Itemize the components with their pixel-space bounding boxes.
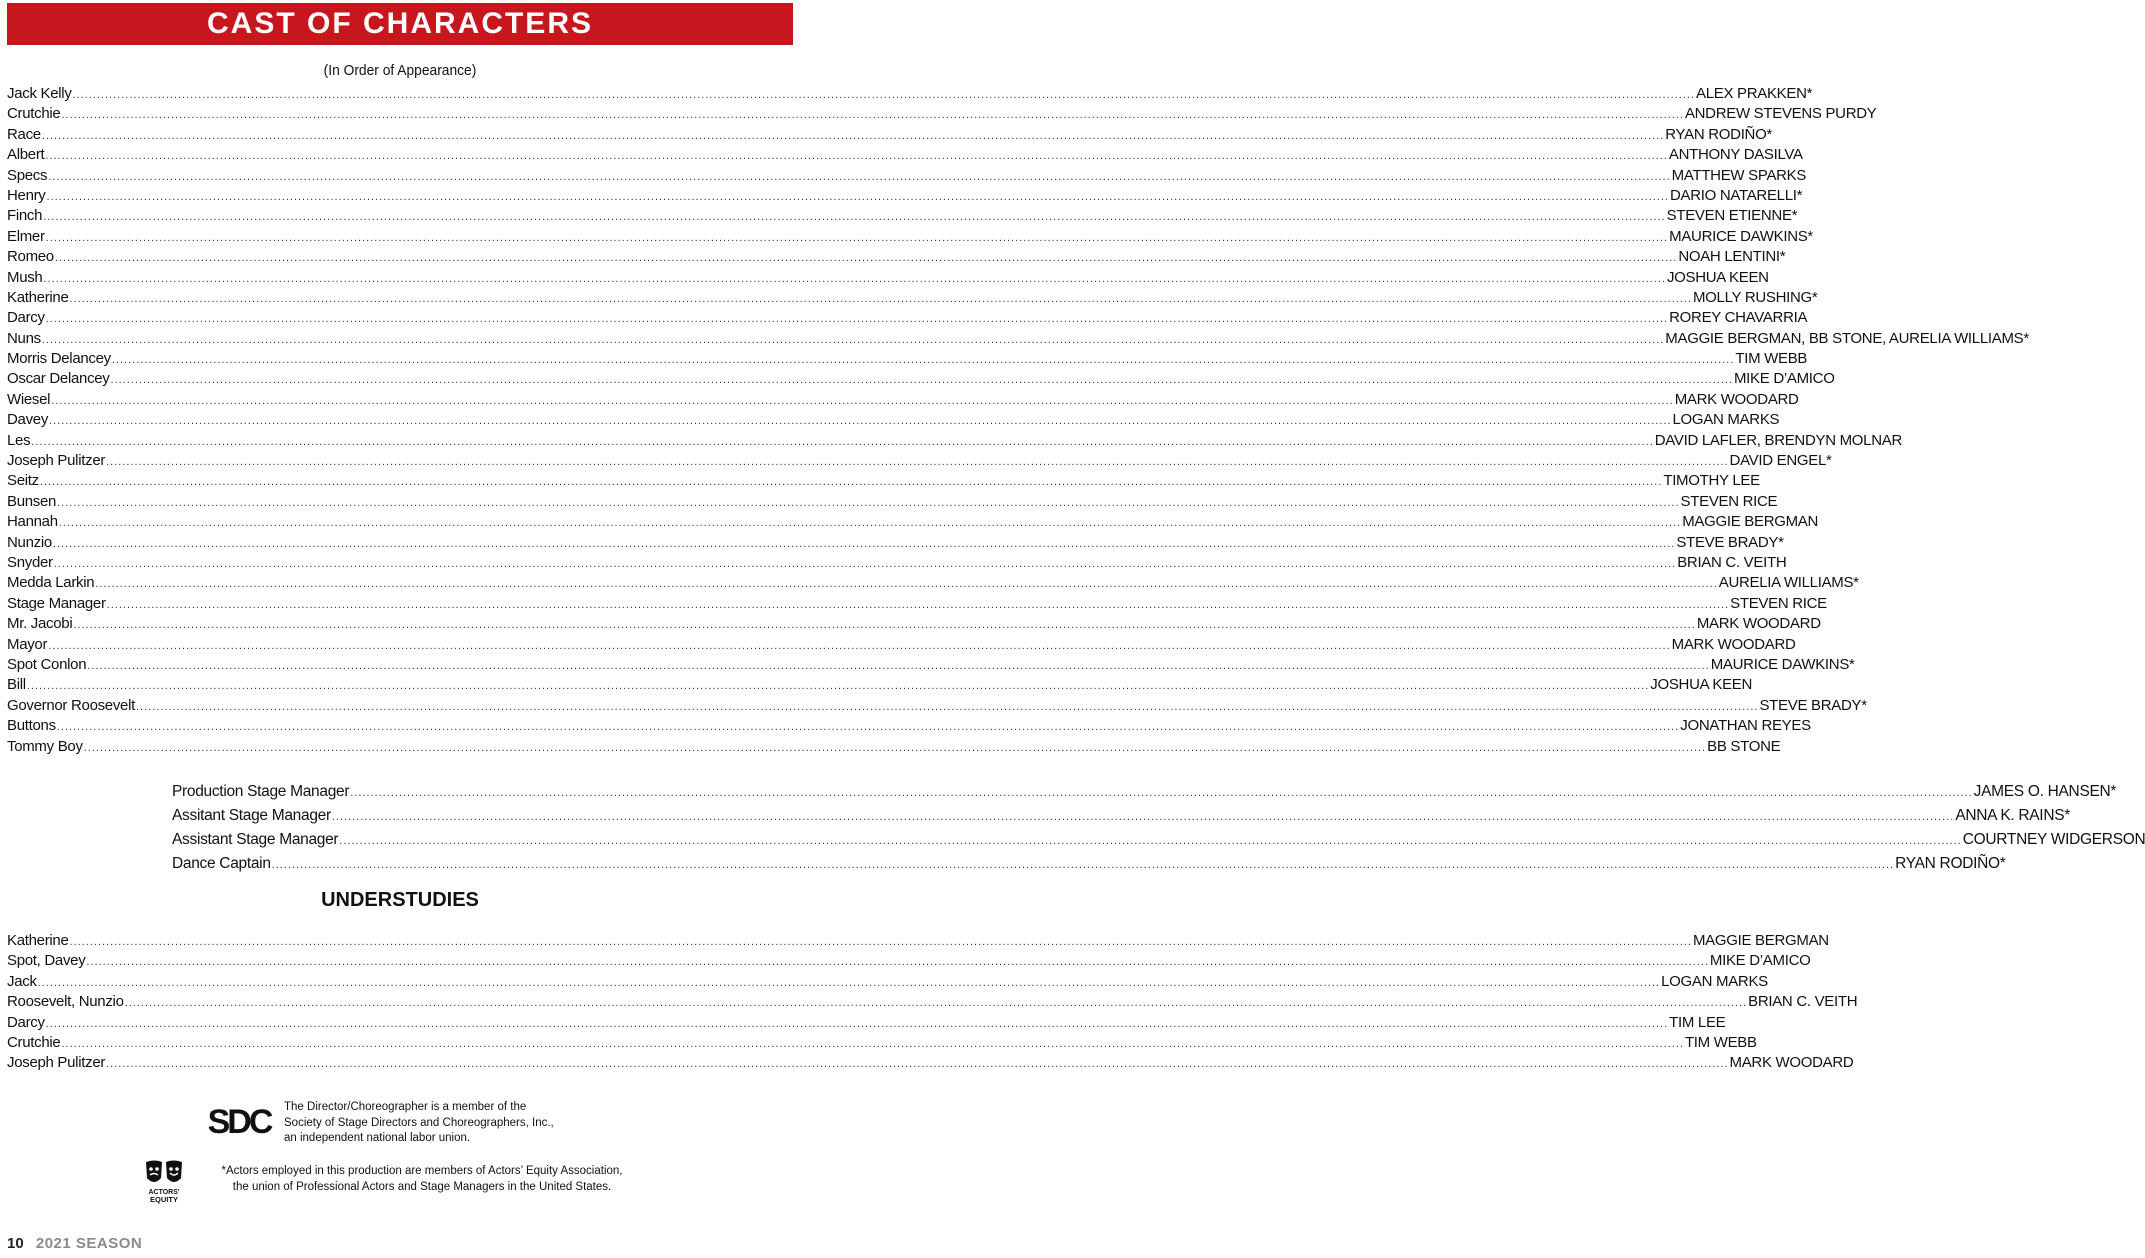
sdc-note-line: Society of Stage Directors and Choreographers, Inc., — [284, 1116, 554, 1129]
list-item — [172, 828, 2145, 852]
role-name: Nuns — [7, 329, 41, 347]
list-item — [7, 125, 1772, 145]
aea-note-line: the union of Professional Actors and Stage Managers in the United States. — [232, 1180, 612, 1193]
role-name: Oscar Delancey — [7, 370, 110, 388]
actor-name: STEVE BRADY* — [1676, 533, 1784, 551]
dot-leader: ................................................................................................................................................................................................................................................................................................................................................................................................................ — [124, 997, 1748, 1010]
role-name: Mush — [7, 268, 43, 286]
list-item — [7, 84, 1813, 104]
dot-leader: ................................................................................................................................................................................................................................................................................................................................................................................................................ — [57, 496, 1680, 509]
role-name: Wiesel — [7, 390, 51, 408]
dot-leader: ................................................................................................................................................................................................................................................................................................................................................................................................................ — [26, 680, 1650, 693]
list-item — [7, 166, 1807, 186]
list-item — [7, 145, 1803, 165]
list-item — [7, 992, 1858, 1012]
list-item — [7, 573, 1859, 593]
dot-leader: ................................................................................................................................................................................................................................................................................................................................................................................................................ — [53, 557, 1677, 570]
actor-name: TIM LEE — [1669, 1013, 1726, 1031]
actor-name: JAMES O. HANSEN* — [1973, 783, 2117, 800]
actor-name: STEVE BRADY* — [1759, 696, 1867, 714]
actor-name: MAGGIE BERGMAN — [1692, 932, 1829, 949]
actor-name: ANTHONY DASILVA — [1668, 146, 1803, 164]
staff-list — [172, 780, 2145, 876]
dot-leader: ................................................................................................................................................................................................................................................................................................................................................................................................................ — [86, 956, 1709, 969]
dot-leader: ................................................................................................................................................................................................................................................................................................................................................................................................................ — [136, 700, 1759, 713]
list-item — [7, 655, 1855, 675]
actor-name: STEVEN ETIENNE* — [1666, 207, 1798, 225]
list-item — [7, 349, 1808, 369]
role-name: Specs — [7, 166, 48, 184]
actor-name: STEVEN RICE — [1680, 492, 1778, 510]
dot-leader: ................................................................................................................................................................................................................................................................................................................................................................................................................ — [41, 333, 1665, 346]
list-item — [7, 1013, 1726, 1033]
dot-leader: ................................................................................................................................................................................................................................................................................................................................................................................................................ — [106, 598, 1730, 611]
role-name: Bill — [7, 676, 26, 694]
role-name: Les — [7, 431, 31, 449]
dot-leader: ................................................................................................................................................................................................................................................................................................................................................................................................................ — [49, 415, 1672, 428]
actor-name: BB STONE — [1707, 737, 1781, 755]
dot-leader: ................................................................................................................................................................................................................................................................................................................................................................................................................ — [69, 292, 1692, 305]
dot-leader: ................................................................................................................................................................................................................................................................................................................................................................................................................ — [43, 211, 1666, 224]
role-name: Mr. Jacobi — [7, 615, 73, 633]
dot-leader: ................................................................................................................................................................................................................................................................................................................................................................................................................ — [31, 435, 1654, 448]
role-name: Joseph Pulitzer — [7, 452, 106, 470]
actor-name: TIM WEBB — [1684, 1033, 1757, 1051]
dot-leader: ................................................................................................................................................................................................................................................................................................................................................................................................................ — [45, 313, 1669, 326]
season-label: 2021 SEASON — [35, 1235, 143, 1252]
actor-name: MARK WOODARD — [1674, 390, 1799, 408]
dot-leader: ................................................................................................................................................................................................................................................................................................................................................................................................................ — [73, 619, 1696, 632]
list-item — [7, 716, 1811, 736]
aea-logo-text: ACTORS' — [148, 1189, 180, 1196]
dot-leader: ................................................................................................................................................................................................................................................................................................................................................................................................................ — [83, 741, 1707, 754]
actor-name: LOGAN MARKS — [1661, 972, 1768, 990]
list-item — [7, 410, 1780, 430]
list-item — [7, 553, 1787, 573]
sdc-note — [284, 1100, 604, 1147]
role-name: Joseph Pulitzer — [7, 1054, 106, 1072]
role-name: Race — [7, 125, 41, 143]
dot-leader: ................................................................................................................................................................................................................................................................................................................................................................................................................ — [48, 639, 1671, 652]
role-name: Mayor — [7, 635, 48, 653]
list-item — [7, 972, 1768, 992]
actor-name: MARK WOODARD — [1729, 1054, 1854, 1072]
role-name: Assitant Stage Manager — [172, 807, 331, 824]
dot-leader: ................................................................................................................................................................................................................................................................................................................................................................................................................ — [46, 190, 1669, 203]
list-item — [7, 512, 1819, 532]
actor-name: MARK WOODARD — [1696, 615, 1821, 633]
sdc-logo-icon — [203, 1102, 275, 1140]
role-name: Katherine — [7, 288, 69, 306]
list-item — [7, 635, 1796, 655]
role-name: Dance Captain — [172, 855, 271, 872]
dot-leader: ................................................................................................................................................................................................................................................................................................................................................................................................................ — [48, 170, 1671, 183]
role-name: Spot Conlon — [7, 655, 87, 673]
role-name: Snyder — [7, 553, 53, 571]
role-name: Medda Larkin — [7, 574, 95, 592]
actor-name: COURTNEY WIDGERSON — [1962, 831, 2145, 848]
list-item — [7, 186, 1803, 206]
actor-name: DAVID ENGEL* — [1729, 452, 1832, 470]
role-name: Governor Roosevelt — [7, 696, 135, 714]
role-name: Seitz — [7, 472, 39, 490]
page-subtitle: (In Order of Appearance) — [323, 62, 477, 79]
list-item — [7, 696, 1867, 716]
role-name: Romeo — [7, 248, 54, 266]
list-item — [7, 1033, 1757, 1053]
aea-logo-text: EQUITY — [150, 1195, 178, 1204]
list-item — [7, 737, 1781, 757]
dot-leader: ................................................................................................................................................................................................................................................................................................................................................................................................................ — [54, 252, 1678, 265]
actor-name: MAURICE DAWKINS* — [1710, 655, 1855, 673]
dot-leader: ................................................................................................................................................................................................................................................................................................................................................................................................................ — [72, 89, 1695, 101]
actor-name: DARIO NATARELLI* — [1669, 186, 1803, 204]
actor-name: AURELIA WILLIAMS* — [1718, 574, 1859, 592]
role-name: Spot, Davey — [7, 952, 86, 970]
sdc-note-line: an independent national labor union. — [284, 1132, 471, 1144]
dot-leader: ................................................................................................................................................................................................................................................................................................................................................................................................................ — [110, 374, 1733, 387]
actor-name: BRIAN C. VEITH — [1677, 553, 1787, 571]
list-item — [7, 675, 1753, 695]
dot-leader: ................................................................................................................................................................................................................................................................................................................................................................................................................ — [45, 1017, 1669, 1030]
sdc-note-line: The Director/Choreographer is a member of the — [284, 1101, 527, 1113]
list-item — [7, 471, 1760, 491]
actor-name: ANDREW STEVENS PURDY — [1684, 105, 1877, 123]
actor-name: ANNA K. RAINS* — [1955, 807, 2070, 824]
actor-name: JONATHAN REYES — [1680, 717, 1811, 735]
actor-name: BRIAN C. VEITH — [1748, 993, 1858, 1011]
list-item — [7, 431, 1902, 451]
dot-leader: ................................................................................................................................................................................................................................................................................................................................................................................................................ — [106, 456, 1729, 469]
role-name: Tommy Boy — [7, 737, 83, 755]
role-name: Darcy — [7, 309, 45, 327]
actor-name: LOGAN MARKS — [1672, 411, 1780, 429]
aea-note — [192, 1164, 652, 1195]
role-name: Crutchie — [7, 105, 61, 123]
list-item — [7, 288, 1818, 308]
role-name: Jack — [7, 972, 37, 990]
dot-leader: ................................................................................................................................................................................................................................................................................................................................................................................................................ — [331, 811, 1955, 823]
list-item — [7, 951, 1811, 971]
list-item — [7, 329, 2029, 349]
role-name: Darcy — [7, 1013, 45, 1031]
role-name: Morris Delancey — [7, 350, 111, 368]
dot-leader: ................................................................................................................................................................................................................................................................................................................................................................................................................ — [87, 659, 1710, 672]
dot-leader: ................................................................................................................................................................................................................................................................................................................................................................................................................ — [41, 129, 1665, 142]
list-item — [7, 1053, 1854, 1073]
dot-leader: ................................................................................................................................................................................................................................................................................................................................................................................................................ — [58, 517, 1682, 530]
role-name: Albert — [7, 146, 45, 164]
list-item — [7, 104, 1877, 124]
cast-list — [7, 84, 2029, 757]
dot-leader: ................................................................................................................................................................................................................................................................................................................................................................................................................ — [61, 109, 1684, 122]
list-item — [7, 492, 1778, 512]
page-title: CAST OF CHARACTERS — [207, 7, 593, 40]
dot-leader: ................................................................................................................................................................................................................................................................................................................................................................................................................ — [37, 976, 1661, 989]
list-item — [7, 390, 1799, 410]
dot-leader: ................................................................................................................................................................................................................................................................................................................................................................................................................ — [51, 394, 1674, 407]
list-item — [7, 594, 1827, 614]
role-name: Nunzio — [7, 533, 52, 551]
role-name: Bunsen — [7, 492, 57, 510]
list-item — [172, 852, 2006, 876]
dot-leader: ................................................................................................................................................................................................................................................................................................................................................................................................................ — [95, 578, 1718, 591]
actor-name: DAVID LAFLER, BRENDYN MOLNAR — [1654, 431, 1902, 449]
dot-leader: ................................................................................................................................................................................................................................................................................................................................................................................................................ — [111, 354, 1735, 367]
list-item — [7, 247, 1786, 267]
role-name: Finch — [7, 207, 43, 225]
actor-name: RYAN RODIÑO* — [1895, 855, 2006, 872]
actor-name: JOSHUA KEEN — [1666, 268, 1769, 286]
actor-name: ALEX PRAKKEN* — [1696, 85, 1813, 102]
role-name: Buttons — [7, 717, 56, 735]
list-item — [7, 227, 1813, 247]
dot-leader: ................................................................................................................................................................................................................................................................................................................................................................................................................ — [61, 1037, 1684, 1050]
list-item — [7, 206, 1798, 226]
role-name: Production Stage Manager — [172, 783, 350, 800]
actors-equity-masks-icon — [142, 1158, 186, 1206]
list-item — [7, 533, 1784, 553]
dot-leader: ................................................................................................................................................................................................................................................................................................................................................................................................................ — [45, 150, 1668, 163]
actor-name: TIMOTHY LEE — [1663, 472, 1760, 490]
role-name: Katherine — [7, 932, 69, 949]
page-number: 10 — [7, 1235, 24, 1252]
page-title-banner — [7, 3, 793, 45]
actor-name: MIKE D’AMICO — [1709, 952, 1811, 970]
role-name: Henry — [7, 186, 46, 204]
dot-leader: ................................................................................................................................................................................................................................................................................................................................................................................................................ — [339, 835, 1962, 847]
role-name: Jack Kelly — [7, 85, 72, 102]
dot-leader: ................................................................................................................................................................................................................................................................................................................................................................................................................ — [106, 1058, 1729, 1071]
dot-leader: ................................................................................................................................................................................................................................................................................................................................................................................................................ — [43, 272, 1666, 285]
actor-name: RYAN RODIÑO* — [1665, 125, 1772, 143]
list-item — [7, 614, 1821, 634]
actor-name: MAURICE DAWKINS* — [1669, 227, 1813, 245]
list-item — [172, 804, 2070, 828]
actor-name: TIM WEBB — [1735, 350, 1808, 368]
role-name: Davey — [7, 411, 49, 429]
dot-leader: ................................................................................................................................................................................................................................................................................................................................................................................................................ — [56, 721, 1680, 734]
actor-name: NOAH LENTINI* — [1678, 248, 1786, 266]
actor-name: JOSHUA KEEN — [1650, 676, 1753, 694]
role-name: Crutchie — [7, 1033, 61, 1051]
list-item — [172, 780, 2117, 804]
dot-leader: ................................................................................................................................................................................................................................................................................................................................................................................................................ — [350, 787, 1973, 799]
actor-name: MATTHEW SPARKS — [1671, 166, 1807, 184]
actor-name: MARK WOODARD — [1671, 635, 1796, 653]
role-name: Hannah — [7, 513, 58, 531]
actor-name: MOLLY RUSHING* — [1692, 288, 1818, 306]
actor-name: STEVEN RICE — [1730, 594, 1827, 612]
understudies-list — [7, 931, 1858, 1074]
dot-leader: ................................................................................................................................................................................................................................................................................................................................................................................................................ — [45, 231, 1669, 244]
list-item — [7, 451, 1832, 471]
role-name: Elmer — [7, 227, 45, 245]
sdc-logo-text: SDC — [207, 1103, 271, 1141]
list-item — [7, 369, 1835, 389]
understudies-heading: UNDERSTUDIES — [321, 889, 479, 911]
actor-name: MAGGIE BERGMAN, BB STONE, AURELIA WILLIAMS* — [1665, 329, 2029, 347]
dot-leader: ................................................................................................................................................................................................................................................................................................................................................................................................................ — [52, 537, 1676, 550]
actor-name: MIKE D’AMICO — [1733, 370, 1835, 388]
actor-name: ROREY CHAVARRIA — [1669, 309, 1808, 327]
dot-leader: ................................................................................................................................................................................................................................................................................................................................................................................................................ — [69, 936, 1692, 948]
dot-leader: ................................................................................................................................................................................................................................................................................................................................................................................................................ — [39, 476, 1663, 489]
role-name: Roosevelt, Nunzio — [7, 993, 124, 1011]
role-name: Stage Manager — [7, 594, 106, 612]
list-item — [7, 931, 1829, 951]
page-footer — [7, 1234, 142, 1254]
dot-leader: ................................................................................................................................................................................................................................................................................................................................................................................................................ — [271, 859, 1895, 871]
list-item — [7, 308, 1808, 328]
actor-name: MAGGIE BERGMAN — [1682, 513, 1819, 531]
list-item — [7, 268, 1769, 288]
aea-note-line: *Actors employed in this production are members of Actors’ Equity Association, — [221, 1165, 623, 1177]
role-name: Assistant Stage Manager — [172, 831, 339, 848]
